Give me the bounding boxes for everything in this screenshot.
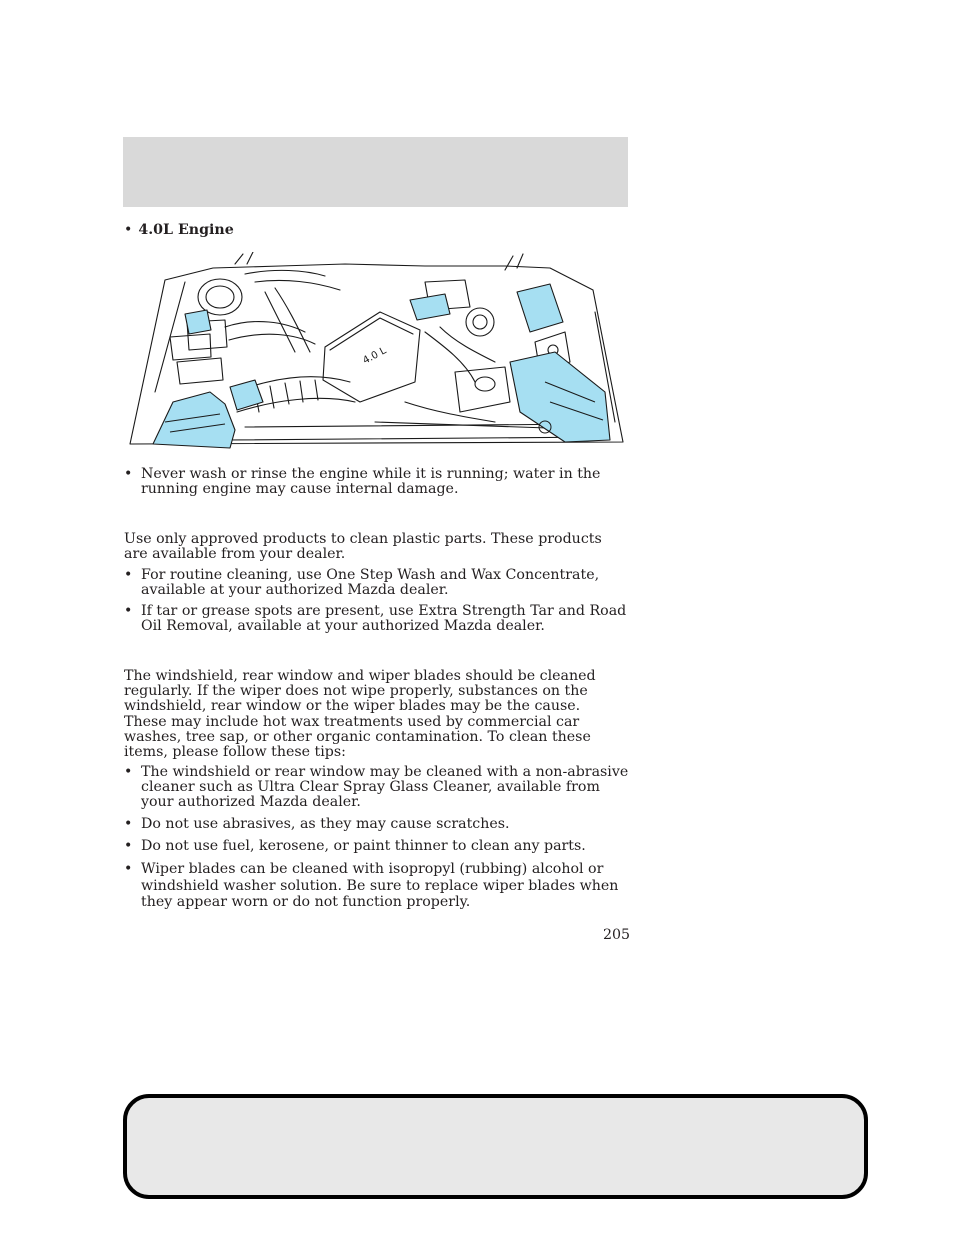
plastic-tip-2: If tar or grease spots are present, use Extra Strength Tar and Road Oil Removal, available at your authorized Mazda dealer. xyxy=(141,603,627,635)
bullet-marker: • xyxy=(124,222,133,238)
engine-heading xyxy=(124,222,234,238)
list-item xyxy=(124,817,629,832)
engine-wash-warning: Never wash or rinse the engine while it is running; water in the running engine may cause internal damage. xyxy=(141,466,601,498)
list-item xyxy=(124,861,629,911)
bullet-marker: • xyxy=(124,603,133,619)
window-tip-1: The windshield or rear window may be cleaned with a non-abrasive cleaner such as Ultra Clear Spray Glass Cleaner, available from your authorized Mazda dealer. xyxy=(141,764,629,811)
bullet-marker: • xyxy=(124,567,133,583)
bullet-marker: • xyxy=(124,466,133,482)
bullet-marker: • xyxy=(124,861,133,877)
highlight-fuse-box xyxy=(517,284,563,332)
list-item xyxy=(124,604,629,634)
highlight-coolant xyxy=(410,294,450,320)
bullet-marker: • xyxy=(124,816,133,832)
engine-cover-label: 4.0 L xyxy=(361,345,389,367)
page-number: 205 xyxy=(603,927,631,943)
list-item xyxy=(124,839,629,854)
highlight-reservoir xyxy=(185,310,211,334)
windows-intro: The windshield, rear window and wiper blades should be cleaned regularly. If the wiper does not wipe properly, substances on the windshield, rear window or the wiper blades may be the cause. These may include hot wax treatments used by commercial car washes, tree sap, or other organic contamination. To clean these items, please follow these tips: xyxy=(124,668,596,761)
engine-heading-label: 4.0L Engine xyxy=(138,222,234,238)
engine-compartment-illustration xyxy=(125,252,625,452)
window-tip-2: Do not use abrasives, as they may cause scratches. xyxy=(141,816,510,832)
window-tip-3: Do not use fuel, kerosene, or paint thinner to clean any parts. xyxy=(141,838,586,854)
list-item xyxy=(124,467,629,497)
bullet-marker: • xyxy=(124,764,133,780)
list-item xyxy=(124,568,629,598)
highlight-battery-area xyxy=(510,352,610,442)
window-tip-4: Wiper blades can be cleaned with isopropyl (rubbing) alcohol or windshield washer solution. Be sure to replace wiper blades when they appear worn or do not function properly. xyxy=(141,861,619,910)
footer-box xyxy=(123,1094,868,1199)
bullet-marker: • xyxy=(124,838,133,854)
list-item xyxy=(124,765,629,811)
plastic-tip-1: For routine cleaning, use One Step Wash and Wax Concentrate, available at your authorized Mazda dealer. xyxy=(141,567,600,599)
plastic-parts-intro: Use only approved products to clean plastic parts. These products are available from your dealer. xyxy=(124,531,602,563)
highlight-air-filter xyxy=(153,392,235,448)
header-band xyxy=(123,137,628,207)
